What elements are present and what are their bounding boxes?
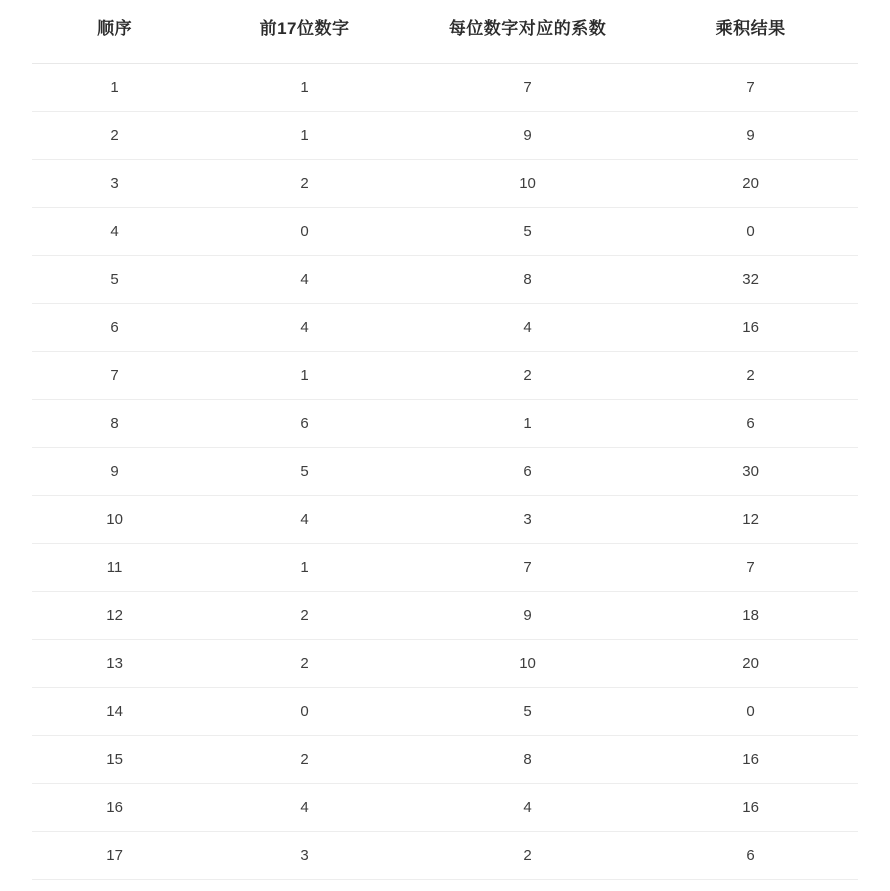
table-row bbox=[32, 64, 858, 112]
cell-product: 0 bbox=[643, 208, 858, 256]
cell-coefficient: 9 bbox=[412, 112, 643, 160]
cell-coefficient: 6 bbox=[412, 448, 643, 496]
cell-coefficient: 2 bbox=[412, 352, 643, 400]
cell-product: 12 bbox=[643, 496, 858, 544]
cell-coefficient: 5 bbox=[412, 208, 643, 256]
cell-digit: 0 bbox=[197, 208, 412, 256]
cell-coefficient: 5 bbox=[412, 688, 643, 736]
cell-sequence: 7 bbox=[32, 352, 197, 400]
table-header bbox=[32, 0, 858, 64]
cell-sequence: 12 bbox=[32, 592, 197, 640]
table-header-row bbox=[32, 0, 858, 64]
cell-coefficient: 7 bbox=[412, 544, 643, 592]
cell-digit: 1 bbox=[197, 64, 412, 112]
cell-sequence: 1 bbox=[32, 64, 197, 112]
cell-coefficient: 8 bbox=[412, 736, 643, 784]
table-row bbox=[32, 496, 858, 544]
cell-product: 7 bbox=[643, 64, 858, 112]
column-header-digit: 前17位数字 bbox=[197, 0, 412, 64]
cell-coefficient: 2 bbox=[412, 832, 643, 880]
cell-product: 18 bbox=[643, 592, 858, 640]
cell-sequence: 10 bbox=[32, 496, 197, 544]
cell-digit: 2 bbox=[197, 592, 412, 640]
cell-digit: 5 bbox=[197, 448, 412, 496]
cell-coefficient: 1 bbox=[412, 400, 643, 448]
cell-coefficient: 10 bbox=[412, 640, 643, 688]
coefficient-table bbox=[32, 0, 858, 880]
cell-coefficient: 4 bbox=[412, 784, 643, 832]
column-header-sequence: 顺序 bbox=[32, 0, 197, 64]
cell-product: 16 bbox=[643, 784, 858, 832]
cell-product: 20 bbox=[643, 640, 858, 688]
cell-product: 0 bbox=[643, 688, 858, 736]
cell-digit: 1 bbox=[197, 544, 412, 592]
table-row bbox=[32, 352, 858, 400]
table-row bbox=[32, 736, 858, 784]
cell-product: 16 bbox=[643, 304, 858, 352]
cell-sequence: 6 bbox=[32, 304, 197, 352]
cell-product: 7 bbox=[643, 544, 858, 592]
cell-product: 6 bbox=[643, 400, 858, 448]
table-row bbox=[32, 112, 858, 160]
cell-digit: 0 bbox=[197, 688, 412, 736]
cell-coefficient: 4 bbox=[412, 304, 643, 352]
cell-digit: 1 bbox=[197, 352, 412, 400]
cell-product: 9 bbox=[643, 112, 858, 160]
cell-product: 16 bbox=[643, 736, 858, 784]
cell-sequence: 3 bbox=[32, 160, 197, 208]
cell-digit: 3 bbox=[197, 832, 412, 880]
table-row bbox=[32, 400, 858, 448]
cell-sequence: 15 bbox=[32, 736, 197, 784]
cell-sequence: 9 bbox=[32, 448, 197, 496]
cell-coefficient: 10 bbox=[412, 160, 643, 208]
cell-digit: 2 bbox=[197, 160, 412, 208]
cell-coefficient: 8 bbox=[412, 256, 643, 304]
cell-product: 30 bbox=[643, 448, 858, 496]
table-row bbox=[32, 208, 858, 256]
cell-sequence: 11 bbox=[32, 544, 197, 592]
table-body bbox=[32, 64, 858, 880]
table-row bbox=[32, 832, 858, 880]
cell-sequence: 8 bbox=[32, 400, 197, 448]
table-row bbox=[32, 256, 858, 304]
cell-sequence: 13 bbox=[32, 640, 197, 688]
table-row bbox=[32, 640, 858, 688]
cell-coefficient: 9 bbox=[412, 592, 643, 640]
cell-coefficient: 3 bbox=[412, 496, 643, 544]
table-row bbox=[32, 592, 858, 640]
table-row bbox=[32, 160, 858, 208]
cell-sequence: 16 bbox=[32, 784, 197, 832]
cell-coefficient: 7 bbox=[412, 64, 643, 112]
cell-sequence: 17 bbox=[32, 832, 197, 880]
table-row bbox=[32, 448, 858, 496]
table-row bbox=[32, 544, 858, 592]
cell-digit: 4 bbox=[197, 496, 412, 544]
cell-digit: 1 bbox=[197, 112, 412, 160]
cell-product: 2 bbox=[643, 352, 858, 400]
cell-sequence: 5 bbox=[32, 256, 197, 304]
cell-digit: 4 bbox=[197, 256, 412, 304]
cell-digit: 4 bbox=[197, 304, 412, 352]
cell-product: 6 bbox=[643, 832, 858, 880]
table-row bbox=[32, 784, 858, 832]
table-row bbox=[32, 688, 858, 736]
cell-sequence: 4 bbox=[32, 208, 197, 256]
cell-sequence: 14 bbox=[32, 688, 197, 736]
cell-sequence: 2 bbox=[32, 112, 197, 160]
cell-product: 32 bbox=[643, 256, 858, 304]
cell-digit: 6 bbox=[197, 400, 412, 448]
column-header-coefficient: 每位数字对应的系数 bbox=[412, 0, 643, 64]
table-row bbox=[32, 304, 858, 352]
column-header-product: 乘积结果 bbox=[643, 0, 858, 64]
cell-digit: 2 bbox=[197, 736, 412, 784]
cell-digit: 4 bbox=[197, 784, 412, 832]
cell-digit: 2 bbox=[197, 640, 412, 688]
cell-product: 20 bbox=[643, 160, 858, 208]
